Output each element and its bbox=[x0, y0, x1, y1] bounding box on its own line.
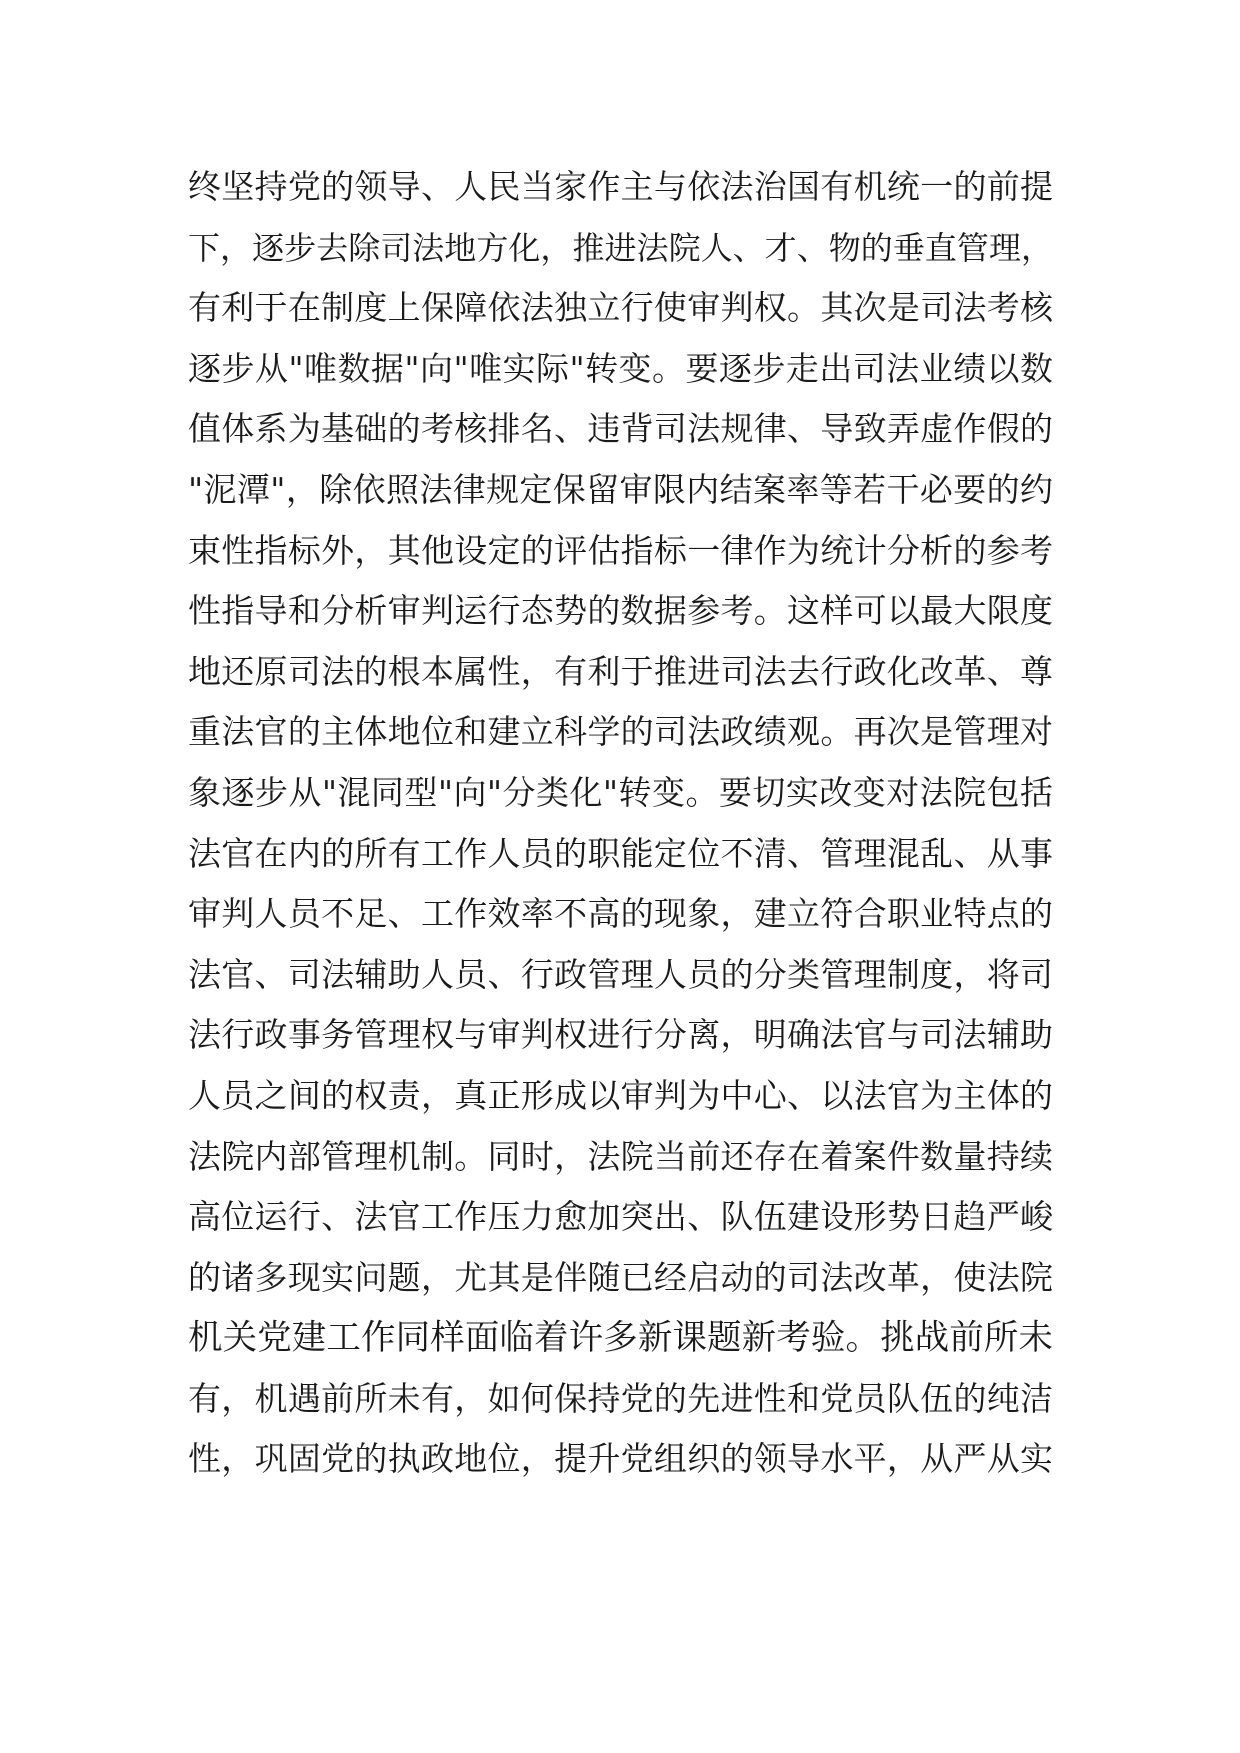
text-line: 法行政事务管理权与审判权进行分离，明确法官与司法辅助 bbox=[188, 1015, 1053, 1055]
text-line: 地还原司法的根本属性，有利于推进司法去行政化改革、尊 bbox=[188, 651, 1053, 691]
text-line: 性，巩固党的执政地位，提升党组织的领导水平，从严从实 bbox=[188, 1439, 1053, 1479]
text-line: "泥潭"，除依照法律规定保留审限内结案率等若干必要的约 bbox=[188, 469, 1053, 509]
text-line: 人员之间的权责，真正形成以审判为中心、以法官为主体的 bbox=[188, 1075, 1053, 1115]
text-line: 重法官的主体地位和建立科学的司法政绩观。再次是管理对 bbox=[188, 712, 1053, 752]
body-text bbox=[188, 157, 1053, 1490]
text-line: 值体系为基础的考核排名、违背司法规律、导致弄虚作假的 bbox=[188, 409, 1053, 449]
text-line: 象逐步从"混同型"向"分类化"转变。要切实改变对法院包括 bbox=[188, 772, 1053, 812]
text-line: 的诸多现实问题，尤其是伴随已经启动的司法改革，使法院 bbox=[188, 1257, 1053, 1297]
text-line: 法官、司法辅助人员、行政管理人员的分类管理制度，将司 bbox=[188, 954, 1053, 994]
text-line: 逐步从"唯数据"向"唯实际"转变。要逐步走出司法业绩以数 bbox=[188, 348, 1053, 388]
text-line: 有，机遇前所未有，如何保持党的先进性和党员队伍的纯洁 bbox=[188, 1378, 1053, 1418]
text-line: 机关党建工作同样面临着许多新课题新考验。挑战前所未 bbox=[188, 1318, 1053, 1359]
text-line: 审判人员不足、工作效率不高的现象，建立符合职业特点的 bbox=[188, 894, 1053, 934]
text-line: 束性指标外，其他设定的评估指标一律作为统计分析的参考 bbox=[188, 530, 1053, 570]
text-line: 性指导和分析审判运行态势的数据参考。这样可以最大限度 bbox=[188, 591, 1053, 631]
text-line: 下，逐步去除司法地方化，推进法院人、才、物的垂直管理， bbox=[188, 228, 1053, 267]
text-line: 终坚持党的领导、人民当家作主与依法治国有机统一的前提 bbox=[188, 167, 1053, 206]
text-line: 高位运行、法官工作压力愈加突出、队伍建设形势日趋严峻 bbox=[188, 1197, 1053, 1237]
text-line: 法院内部管理机制。同时，法院当前还存在着案件数量持续 bbox=[188, 1136, 1053, 1176]
text-line: 有利于在制度上保障依法独立行使审判权。其次是司法考核 bbox=[188, 288, 1053, 328]
text-line: 法官在内的所有工作人员的职能定位不清、管理混乱、从事 bbox=[188, 833, 1053, 873]
